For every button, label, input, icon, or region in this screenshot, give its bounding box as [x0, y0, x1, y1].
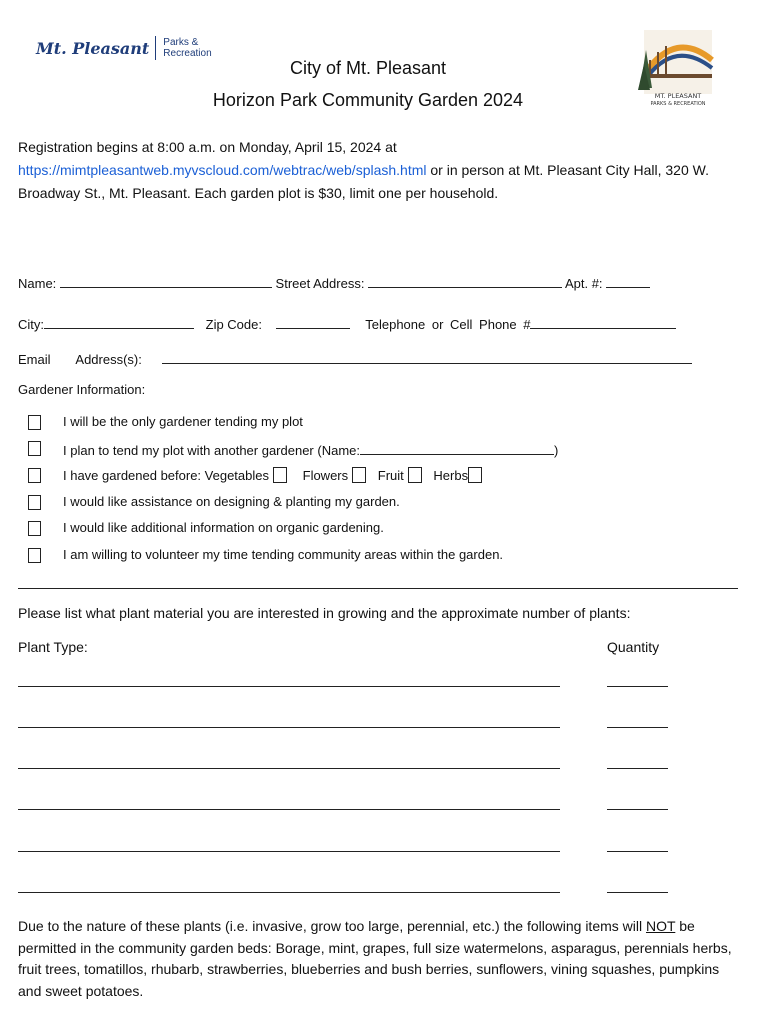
quantity-header: Quantity: [607, 639, 660, 655]
herbs-label: Herbs: [433, 468, 469, 483]
gardener-item-5: I would like additional information on organic gardening.: [63, 520, 384, 535]
design-assistance-checkbox[interactable]: [28, 495, 41, 510]
logo-right-line1: MT. PLEASANT: [654, 92, 702, 100]
herbs-checkbox[interactable]: [468, 467, 482, 483]
apt-field[interactable]: [606, 273, 650, 288]
section-divider: [18, 588, 738, 589]
city-label: City:: [18, 317, 44, 332]
plant-type-header: Plant Type:: [18, 639, 88, 655]
city-row: [18, 314, 676, 332]
quantity-field-3[interactable]: [607, 768, 668, 769]
flowers-checkbox[interactable]: [352, 467, 366, 483]
restrictions-text-2: be permitted in the community garden beds: Borage, mint, grapes, full size watermelons, asparagus, perennials herbs, fruit trees, tomatillos, rhubarb, strawberries, blueberries and bush berries, sunflowers, vining squashes, pumpkins and sweet potatoes.: [18, 918, 732, 999]
intro-paragraph: [18, 136, 738, 205]
quantity-field-2[interactable]: [607, 727, 668, 728]
phone-field[interactable]: [530, 314, 676, 329]
restrictions-paragraph: [18, 916, 738, 1002]
another-gardener-checkbox[interactable]: [28, 441, 41, 456]
page-subtitle: Horizon Park Community Garden 2024: [212, 90, 524, 110]
logo-subtitle: [163, 37, 211, 59]
registration-link[interactable]: https://mimtpleasantweb.myvscloud.com/webtrac/web/splash.html: [18, 162, 427, 178]
logo-sub-line1: Parks &: [163, 37, 199, 48]
quantity-field-1[interactable]: [607, 686, 668, 687]
restrictions-text-1: Due to the nature of these plants (i.e. invasive, grow too large, perennial, etc.) the following items will: [18, 918, 646, 934]
name-field[interactable]: [60, 273, 272, 288]
page-title: City of Mt. Pleasant: [289, 58, 447, 78]
organic-info-checkbox[interactable]: [28, 521, 41, 536]
quantity-field-5[interactable]: [607, 851, 668, 852]
gardener-item-1: I will be the only gardener tending my plot: [63, 414, 303, 429]
plants-prompt: Please list what plant material you are interested in growing and the approximate number of plants:: [18, 605, 631, 621]
logo-right-line2: PARKS & RECREATION: [650, 101, 706, 107]
gardener-item-2: I plan to tend my plot with another gardener (Name:: [63, 443, 360, 458]
logo-divider: [155, 36, 156, 60]
flowers-label: Flowers: [302, 468, 349, 483]
city-field[interactable]: [44, 314, 194, 329]
email-field[interactable]: [162, 349, 692, 364]
name-label: Name:: [18, 276, 57, 291]
only-gardener-checkbox[interactable]: [28, 415, 41, 430]
zip-label: Zip Code:: [205, 317, 262, 332]
plant-type-field-5[interactable]: [18, 851, 560, 852]
intro-text-1: Registration begins at 8:00 a.m. on Monday, April 15, 2024 at: [18, 139, 397, 155]
plant-type-field-6[interactable]: [18, 892, 560, 893]
close-paren: ): [554, 443, 559, 458]
plant-type-field-2[interactable]: [18, 727, 560, 728]
plant-type-field-4[interactable]: [18, 809, 560, 810]
volunteer-checkbox[interactable]: [28, 548, 41, 563]
fruit-checkbox[interactable]: [408, 467, 422, 483]
street-address-field[interactable]: [368, 273, 562, 288]
email-row: [18, 349, 692, 367]
logo-sub-line2: Recreation: [163, 48, 212, 59]
quantity-field-4[interactable]: [607, 809, 668, 810]
other-gardener-name-field[interactable]: [360, 440, 554, 455]
plant-type-field-1[interactable]: [18, 686, 560, 687]
logo-script-text: Mt. Pleasant: [36, 38, 150, 58]
gardener-item-4: I would like assistance on designing & planting my garden.: [63, 494, 400, 509]
gardener-heading: Gardener Information:: [18, 382, 146, 397]
zip-field[interactable]: [276, 314, 350, 329]
gardened-before-checkbox[interactable]: [28, 468, 41, 483]
logo-left: [36, 36, 212, 60]
plant-type-field-3[interactable]: [18, 768, 560, 769]
vegetables-checkbox[interactable]: [273, 467, 287, 483]
apt-label: Apt. #:: [564, 276, 603, 291]
gardener-item-2-row: [63, 440, 558, 458]
phone-label: Telephone or Cell Phone #: [365, 317, 531, 332]
gardener-item-3: I have gardened before: Vegetables: [63, 468, 269, 483]
gardener-item-3-row: [63, 467, 488, 483]
street-label: Street Address:: [275, 276, 365, 291]
fruit-label: Fruit: [377, 468, 404, 483]
quantity-field-6[interactable]: [607, 892, 668, 893]
gardener-item-6: I am willing to volunteer my time tending community areas within the garden.: [63, 547, 504, 562]
email-label: Email Address(s):: [18, 352, 142, 367]
name-row: [18, 273, 650, 291]
restrictions-not: NOT: [646, 918, 676, 934]
intro-text-2: or in person at Mt. Pleasant City Hall, 320 W. Broadway St., Mt. Pleasant. Each garden plot is $30, limit one per household.: [18, 162, 709, 201]
